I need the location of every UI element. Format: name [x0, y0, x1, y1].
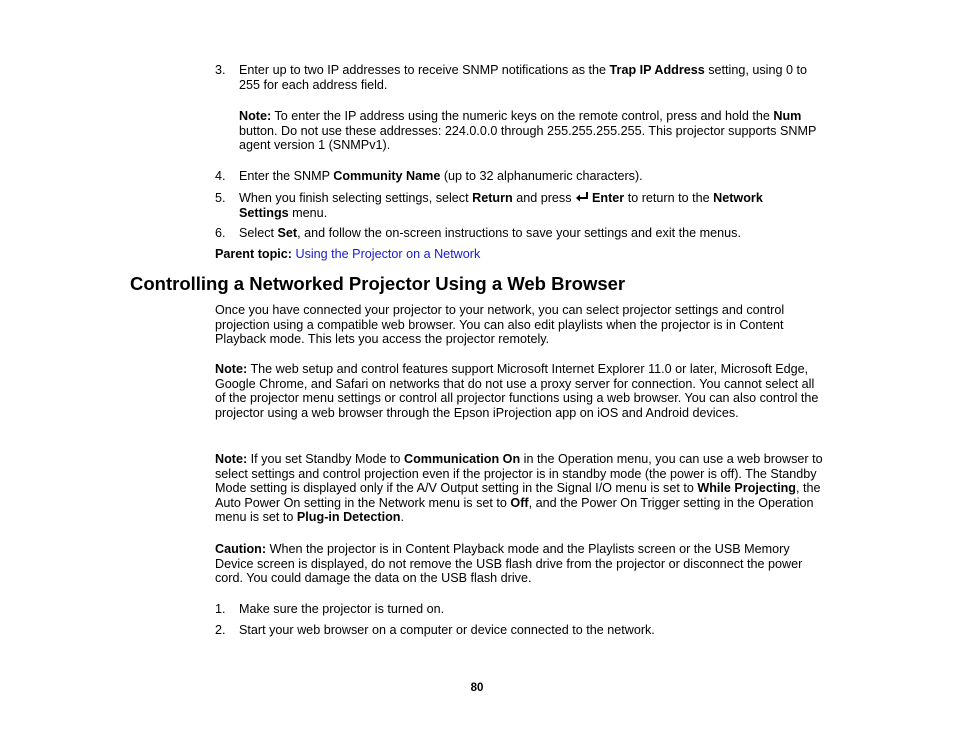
caution-paragraph	[215, 542, 825, 586]
text-run: Make sure the projector is turned on.	[239, 602, 445, 616]
step-text	[239, 623, 829, 638]
step-text	[239, 226, 829, 241]
text-run: Select	[239, 226, 278, 240]
text-run: .	[400, 510, 404, 525]
bold-term: Off	[510, 495, 529, 510]
step-number: 4.	[215, 169, 226, 183]
intro-paragraph	[215, 303, 825, 347]
page-number: 80	[470, 682, 484, 694]
text-run: setting, using 0 to 255 for each address field.	[239, 63, 807, 92]
text-run: To enter the IP address using the numeric keys on the remote control, press and hold the	[271, 109, 774, 123]
text-run: menu.	[288, 205, 328, 220]
text-run: in the Operation menu, you can use a web browser to select settings and control projection even if the projector is in standby mode (the power is off). The Standby Mode setting is displayed only if the A/V Output setting in the Signal I/O menu is set to	[215, 452, 823, 496]
text-run: When you finish selecting settings, select	[239, 191, 473, 205]
bold-term: Note:	[239, 109, 272, 123]
step-number: 6.	[215, 226, 226, 240]
bold-term: Trap IP Address	[609, 63, 705, 77]
text-run: Enter the SNMP	[239, 169, 334, 183]
step-number: 1.	[215, 602, 226, 616]
step-text	[239, 63, 829, 92]
bold-term: Plug-in Detection	[296, 510, 401, 525]
bold-term: Note:	[215, 452, 248, 466]
bold-term: Enter	[592, 191, 625, 205]
text-run: , the Auto Power On setting in the Network menu is set to	[215, 481, 821, 510]
bold-term: Caution:	[215, 542, 267, 556]
text-run: , and follow the on-screen instructions to save your settings and exit the menus.	[297, 226, 741, 240]
bold-term: Set	[277, 226, 298, 240]
step-number: 5.	[215, 191, 226, 205]
text-run: Once you have connected your projector to your network, you can select projector settings and control projection using a compatible web browser. You can also edit playlists when the projector is in Content Playback mode. This lets you access the projector remotely.	[215, 303, 785, 347]
step-text	[239, 169, 829, 184]
step-text	[239, 191, 799, 220]
bold-term: While Projecting	[697, 481, 796, 496]
bold-term: Num	[773, 109, 802, 123]
text-run: Start your web browser on a computer or device connected to the network.	[239, 623, 655, 637]
parent-topic	[215, 247, 825, 262]
text-run: Enter up to two IP addresses to receive SNMP notifications as the	[239, 63, 610, 77]
text-run: If you set Standby Mode to	[247, 452, 405, 466]
text-run: to return to the	[624, 191, 714, 205]
note-paragraph	[215, 362, 825, 420]
note-paragraph	[215, 452, 825, 525]
step-number: 3.	[215, 63, 226, 77]
parent-topic-label: Parent topic:	[215, 247, 292, 261]
text-run: and press	[512, 191, 576, 205]
bold-term: Return	[472, 191, 513, 205]
parent-topic-link[interactable]: Using the Projector on a Network	[295, 247, 481, 261]
bold-term: Communication On	[404, 452, 521, 466]
bold-term: Community Name	[333, 169, 441, 183]
section-heading: Controlling a Networked Projector Using a Web Browser	[130, 273, 626, 294]
text-run: button. Do not use these addresses: 224.0.0.0 through 255.255.255.255. This projector supports SNMP agent version 1 (SNMPv1).	[239, 123, 817, 153]
text-run: When the projector is in Content Playback mode and the Playlists screen or the USB Memory Device screen is displayed, do not remove the USB flash drive from the projector or disconnect the power cord. You could damage the data on the USB flash drive.	[215, 542, 803, 586]
enter-icon	[575, 191, 589, 203]
bold-term: Network Settings	[239, 191, 763, 220]
step-number: 2.	[215, 623, 226, 637]
step-note	[239, 109, 829, 153]
text-run: , and the Power On Trigger setting in the Operation menu is set to	[215, 495, 814, 525]
text-run: The web setup and control features support Microsoft Internet Explorer 11.0 or later, Microsoft Edge, Google Chrome, and Safari on networks that do not use a proxy server for connection. You cannot select all of the projector menu settings or control all projector functions using a web browser. You can also control the projector using a web browser through the Epson iProjection app on iOS and Android devices.	[215, 362, 819, 420]
step-text	[239, 602, 829, 617]
bold-term: Note:	[215, 362, 248, 376]
text-run: (up to 32 alphanumeric characters).	[440, 169, 643, 183]
